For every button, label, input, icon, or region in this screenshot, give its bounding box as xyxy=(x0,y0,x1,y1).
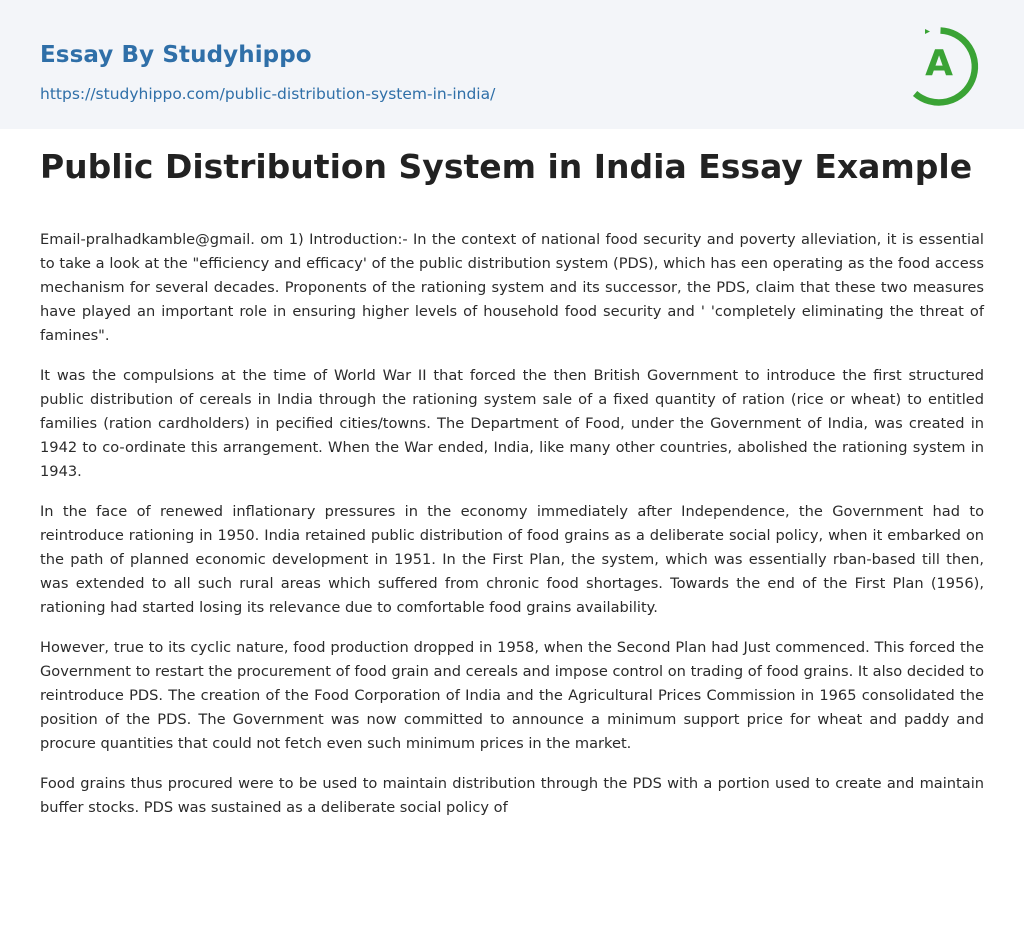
essay-paragraph: In the face of renewed inflationary pressures in the economy immediately after Independence, the Government had to reintroduce rationing in 1950. India retained public distribution of food grains as a deliberate social policy, when it embarked on the path of planned economic development in 1951. In the First Plan, the system, which was essentially rban-based till then, was extended to all such rural areas which suffered from chronic food shortages. Towards the end of the First Plan (1956), rationing had started losing its relevance due to comfortable food grains availability. xyxy=(40,503,984,616)
essay-paragraph: Email-pralhadkamble@gmail. om 1) Introduction:- In the context of national food security and poverty alleviation, it is essential to take a look at the "efficiency and efficacy' of the public distribution system (PDS), which has een operating as the food access mechanism for several decades. Proponents of the rationing system and its successor, the PDS, claim that these two measures have played an important role in ensuring higher levels of household food security and ' 'completely eliminating the threat of famines". xyxy=(40,231,984,344)
essay-url-link[interactable]: https://studyhippo.com/public-distribution-system-in-india/ xyxy=(40,85,496,103)
site-header xyxy=(0,0,1024,129)
essay-paragraph: It was the compulsions at the time of World War II that forced the then British Government to introduce the first structured public distribution of cereals in India through the rationing system sale of a fixed quantity of ration (rice or wheat) to entitled families (ration cardholders) in pecified cities/towns. The Department of Food, under the Government of India, was created in 1942 to co-ordinate this arrangement. When the War ended, India, like many other countries, abolished the rationing system in 1943. xyxy=(40,367,984,480)
logo-letter: A xyxy=(925,43,953,84)
essay-paragraph: However, true to its cyclic nature, food production dropped in 1958, when the Second Plan had Just commenced. This forced the Government to restart the procurement of food grain and cereals and impose control on trading of food grains. It also decided to reintroduce PDS. The creation of the Food Corporation of India and the Agricultural Prices Commission in 1965 consolidated the position of the PDS. The Government was now committed to announce a minimum support price for wheat and paddy and procure quantities that could not fetch even such minimum prices in the market. xyxy=(40,639,984,752)
essay-paragraph: Food grains thus procured were to be used to maintain distribution through the PDS with a portion used to create and maintain buffer stocks. PDS was sustained as a deliberate social policy of xyxy=(40,775,984,816)
studyhippo-logo-icon[interactable] xyxy=(908,17,988,107)
page-title: Public Distribution System in India Essay Example xyxy=(40,147,973,186)
brand-name[interactable]: Essay By Studyhippo xyxy=(40,42,312,68)
essay-body xyxy=(40,228,984,836)
